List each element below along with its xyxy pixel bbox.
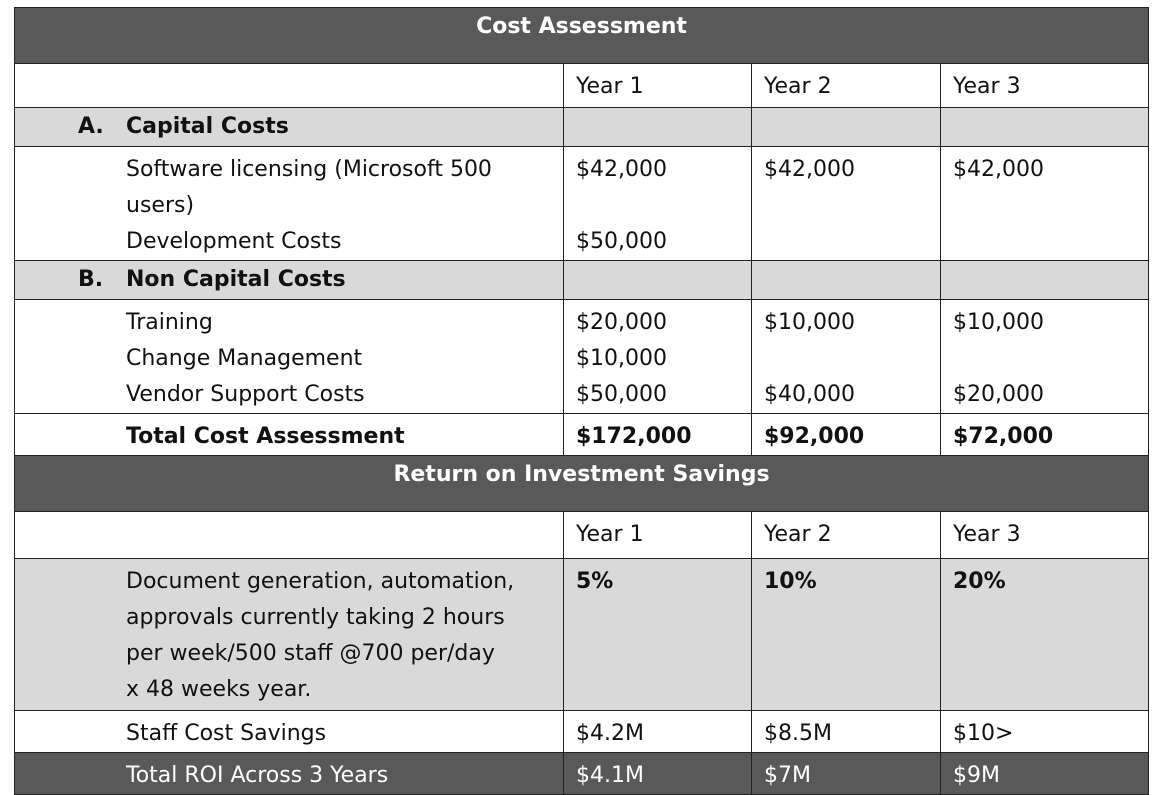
empty-cell [15,64,564,108]
roi-years-row [15,512,1149,559]
staff-savings-year-3: $10> [953,721,1014,746]
cost-title: Cost Assessment [15,8,1149,64]
total-cost-label: Total Cost Assessment [126,424,405,449]
section-letter: A. [78,114,104,139]
total-roi-year-3: $9M [953,763,1000,788]
year-3-header: Year 3 [941,512,1149,559]
cost-roi-table [14,7,1149,795]
staff-savings-label: Staff Cost Savings [126,721,327,746]
total-year-2: $92,000 [764,424,865,449]
year-2-header: Year 2 [752,64,941,108]
section-heading: Non Capital Costs [126,267,346,292]
row-label: Training Change Management Vendor Support Costs [126,310,365,407]
staff-savings-year-1: $4.2M [576,721,644,746]
year-2-values: $10,000 $40,000 [764,310,855,407]
year-2-values: $42,000 [764,157,855,182]
total-roi-row [15,753,1149,795]
section-letter: B. [78,267,104,292]
year-1-values: $20,000 $10,000 $50,000 [576,310,667,407]
total-cost-row [15,414,1149,456]
cost-title-row [15,8,1149,64]
savings-pct-year-1: 5% [576,569,614,594]
section-heading: Capital Costs [126,114,289,139]
total-roi-label: Total ROI Across 3 Years [126,763,389,788]
savings-description: Document generation, automation, approvals currently taking 2 hours per week/500 staff @700 per/day x 48 weeks year. [126,569,515,702]
year-1-header: Year 1 [564,512,752,559]
year-2-header: Year 2 [752,512,941,559]
year-1-values: $42,000 $50,000 [576,157,667,254]
savings-description-row [15,559,1149,711]
savings-pct-year-2: 10% [764,569,817,594]
row-label: Software licensing (Microsoft 500 users) Development Costs [126,157,492,254]
total-roi-year-2: $7M [764,763,811,788]
year-3-values: $10,000 $20,000 [953,310,1044,407]
capital-costs-heading-row [15,108,1149,147]
year-3-header: Year 3 [941,64,1149,108]
roi-title-row [15,456,1149,512]
empty-cell [15,512,564,559]
roi-title: Return on Investment Savings [15,456,1149,512]
year-1-header: Year 1 [564,64,752,108]
noncapital-costs-rows [15,300,1149,414]
savings-pct-year-3: 20% [953,569,1006,594]
staff-savings-year-2: $8.5M [764,721,832,746]
cost-years-row [15,64,1149,108]
staff-savings-row [15,711,1149,753]
total-roi-year-1: $4.1M [576,763,644,788]
year-3-values: $42,000 [953,157,1044,182]
capital-costs-rows [15,147,1149,261]
total-year-1: $172,000 [576,424,692,449]
noncapital-costs-heading-row [15,261,1149,300]
total-year-3: $72,000 [953,424,1054,449]
